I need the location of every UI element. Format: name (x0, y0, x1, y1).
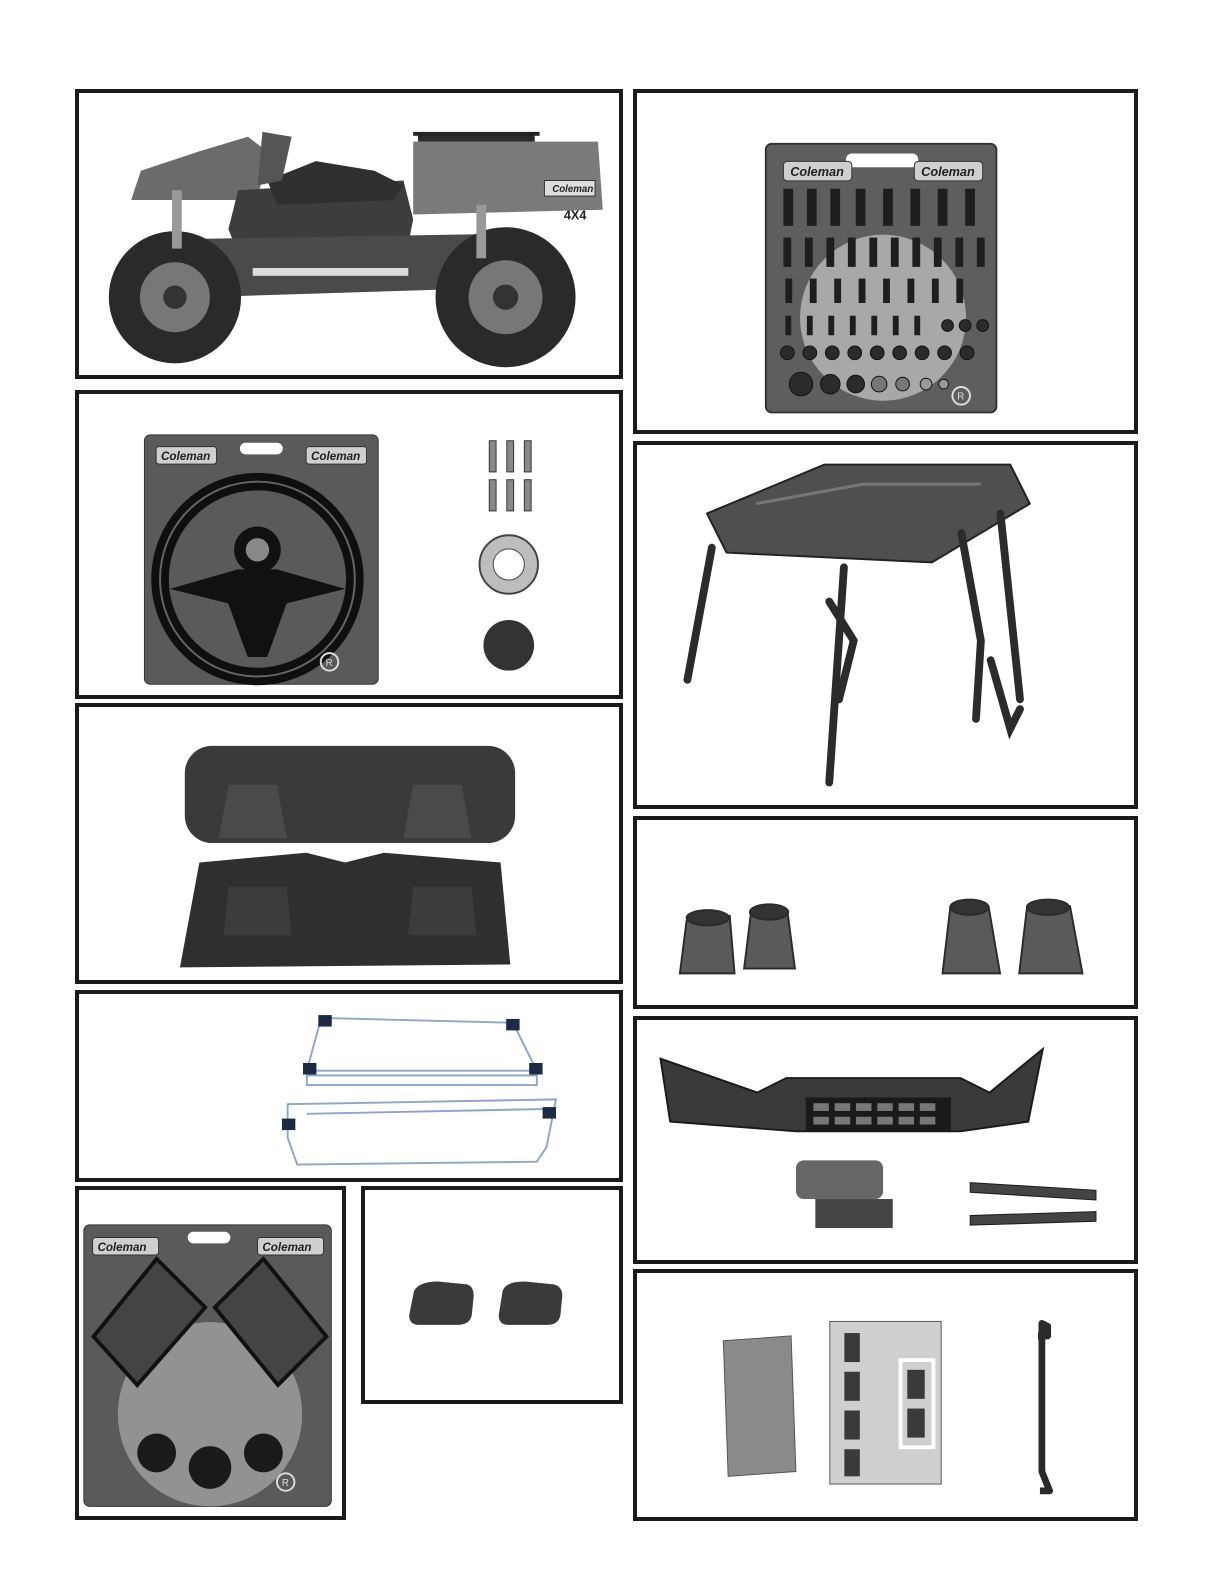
mirrors-registered-mark: R (281, 1477, 289, 1489)
vehicle-coleman-logo: Coleman (552, 184, 594, 196)
panel-vehicle (75, 89, 623, 379)
panel-hardware-kit (633, 89, 1138, 434)
rubber-boots (637, 820, 1134, 1005)
mirrors-coleman-logo-right: Coleman (262, 1241, 312, 1255)
hardware-coleman-logo-left: Coleman (790, 165, 844, 180)
mirrors-coleman-logo-left: Coleman (97, 1241, 147, 1255)
accessory-box-and-handle (637, 1273, 1134, 1517)
panel-pads (361, 1186, 623, 1404)
windshield-panels (79, 994, 619, 1178)
utv-vehicle-illustration (79, 93, 619, 375)
hardware-kit-pack (637, 93, 1134, 430)
hardware-registered-mark: R (957, 391, 965, 403)
steering-registered-mark: R (325, 657, 333, 669)
panel-seat (75, 703, 623, 984)
front-bumper-winch (637, 1020, 1134, 1260)
steering-coleman-logo-left: Coleman (160, 450, 211, 464)
hardware-coleman-logo-right: Coleman (921, 165, 975, 180)
cushion-pads (365, 1190, 619, 1400)
side-mirrors-pack (79, 1190, 342, 1516)
bench-seat (79, 707, 619, 980)
steering-coleman-logo-right: Coleman (311, 450, 361, 464)
panel-accessory-box (633, 1269, 1138, 1521)
panel-steering (75, 390, 623, 699)
roof-canopy (637, 445, 1134, 805)
panel-boots (633, 816, 1138, 1009)
steering-wheel-kit (79, 394, 619, 695)
panel-mirrors (75, 1186, 346, 1520)
panel-bumper (633, 1016, 1138, 1264)
panel-roof (633, 441, 1138, 809)
vehicle-4x4-badge: 4X4 (563, 208, 587, 223)
panel-windshield (75, 990, 623, 1182)
